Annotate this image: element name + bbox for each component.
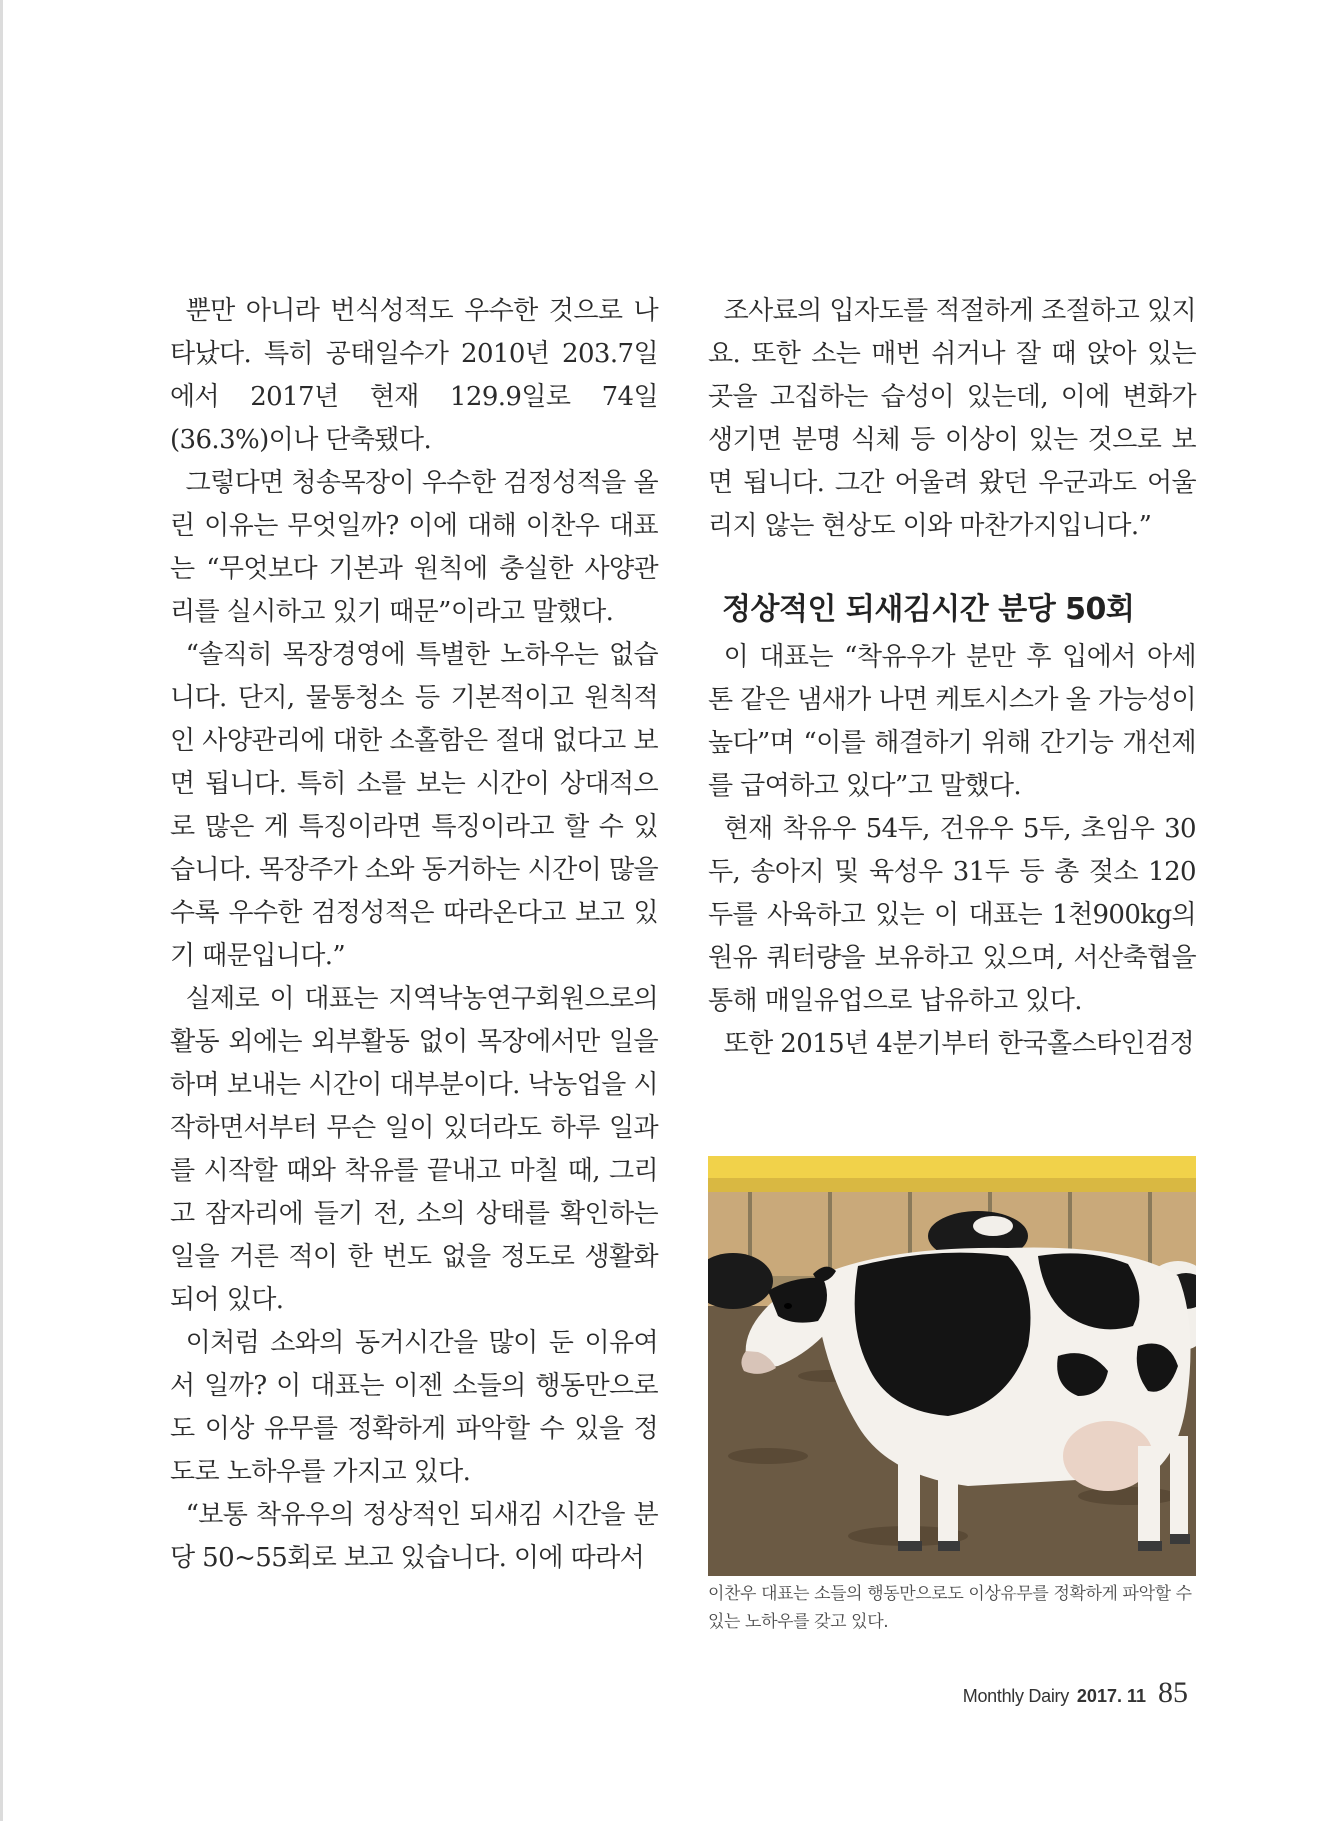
holstein-cow-illustration	[708, 1156, 1196, 1576]
paragraph: 뿐만 아니라 번식성적도 우수한 것으로 나타났다. 특히 공태일수가 2010년 203.7일에서 2017년 현재 129.9일로 74일(36.3%)이나 단축됐다.	[170, 296, 658, 455]
magazine-name: Monthly Dairy	[962, 1686, 1069, 1706]
paragraph: 실제로 이 대표는 지역낙농연구회원으로의 활동 외에는 외부활동 없이 목장에서만 일을 하며 보내는 시간이 대부분이다. 낙농업을 시작하면서부터 무슨 일이 있더라도 하루 일과를 시작할 때와 착유를 끝내고 마칠 때, 그리고 잠자리에 들기 전, 소의 상태를 확인하는 일을 거른 적이 한 번도 없을 정도로 생활화되어 있다.	[170, 984, 658, 1315]
paragraph: 그렇다면 청송목장이 우수한 검정성적을 올린 이유는 무엇일까? 이에 대해 이찬우 대표는 “무엇보다 기본과 원칙에 충실한 사양관리를 실시하고 있기 때문”이라고 말했다.	[170, 468, 658, 627]
section-heading: 정상적인 되새김시간 분당 50회	[722, 592, 1135, 627]
left-column	[170, 290, 658, 1580]
page-footer	[963, 1676, 1188, 1710]
issue-date: 2017. 11	[1076, 1686, 1146, 1706]
page-number: 85	[1158, 1676, 1188, 1709]
paragraph: “보통 착유우의 정상적인 되새김 시간을 분당 50~55회로 보고 있습니다. 이에 따라서	[170, 1500, 658, 1573]
photo-caption: 이찬우 대표는 소들의 행동만으로도 이상유무를 정확하게 파악할 수 있는 노하우를 갖고 있다.	[708, 1584, 1192, 1632]
paragraph: 조사료의 입자도를 적절하게 조절하고 있지요. 또한 소는 매번 쉬거나 잘 때 앉아 있는 곳을 고집하는 습성이 있는데, 이에 변화가 생기면 분명 식체 등 이상이 있는 것으로 보면 됩니다. 그간 어울려 왔던 우군과도 어울리지 않는 현상도 이와 마찬가지입니다.”	[708, 296, 1196, 541]
page-edge	[0, 0, 3, 1821]
paragraph: 이처럼 소와의 동거시간을 많이 둔 이유여서 일까? 이 대표는 이젠 소들의 행동만으로도 이상 유무를 정확하게 파악할 수 있을 정도로 노하우를 가지고 있다.	[170, 1328, 658, 1487]
cow-photo	[708, 1156, 1196, 1576]
right-column	[708, 290, 1196, 1066]
paragraph: “솔직히 목장경영에 특별한 노하우는 없습니다. 단지, 물통청소 등 기본적이고 원칙적인 사양관리에 대한 소홀함은 절대 없다고 보면 됩니다. 특히 소를 보는 시간이 상대적으로 많은 게 특징이라면 특징이라고 할 수 있습니다. 목장주가 소와 동거하는 시간이 많을수록 우수한 검정성적은 따라온다고 보고 있기 때문입니다.”	[170, 640, 658, 971]
paragraph: 이 대표는 “착유우가 분만 후 입에서 아세톤 같은 냄새가 나면 케토시스가 올 가능성이 높다”며 “이를 해결하기 위해 간기능 개선제를 급여하고 있다”고 말했다.	[708, 642, 1196, 801]
paragraph: 현재 착유우 54두, 건유우 5두, 초임우 30두, 송아지 및 육성우 31두 등 총 젖소 120두를 사육하고 있는 이 대표는 1천900kg의 원유 쿼터량을 보유하고 있으며, 서산축협을 통해 매일유업으로 납유하고 있다.	[708, 814, 1196, 1016]
paragraph: 또한 2015년 4분기부터 한국홀스타인검정	[723, 1029, 1195, 1059]
